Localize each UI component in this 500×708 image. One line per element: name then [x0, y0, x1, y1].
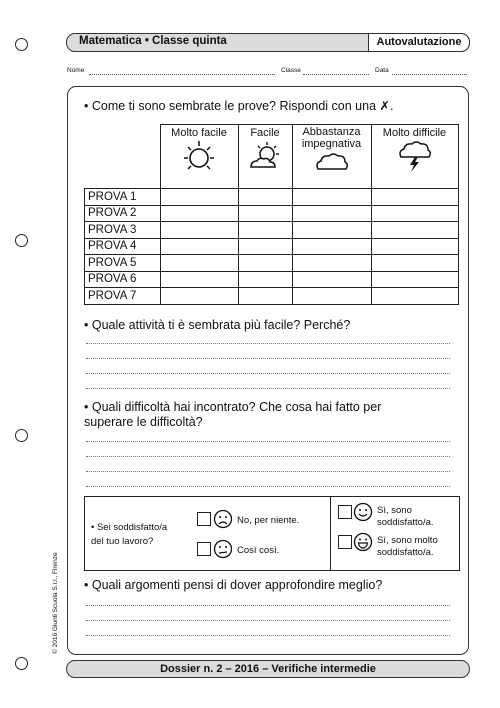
answer-cell[interactable] [292, 238, 371, 255]
answer-cell[interactable] [371, 189, 458, 206]
answer-cell[interactable] [371, 271, 458, 288]
class-field[interactable] [303, 74, 369, 75]
answer-line[interactable] [86, 635, 450, 636]
question-3: • Quali difficoltà hai incontrato? Che cosa hai fatto per [84, 400, 382, 414]
option-label: No, per niente. [237, 515, 300, 526]
sun-cloud-icon [243, 139, 287, 173]
answer-cell[interactable] [160, 271, 238, 288]
neutral-face-icon [213, 539, 233, 559]
answer-line[interactable] [86, 620, 450, 621]
answer-cell[interactable] [160, 288, 238, 305]
answer-cell[interactable] [292, 205, 371, 222]
table-row [85, 189, 459, 206]
class-label: Classe [281, 67, 301, 74]
table-corner [85, 125, 161, 189]
answer-cell[interactable] [371, 222, 458, 239]
cloud-icon [310, 150, 354, 172]
binder-hole [15, 234, 28, 247]
row-label: PROVA 4 [85, 238, 161, 255]
rating-table [84, 124, 459, 305]
date-label: Data [375, 67, 389, 74]
column-header [292, 125, 371, 189]
answer-line[interactable] [86, 471, 450, 472]
sun-icon [177, 139, 221, 173]
column-label: Molto facile [171, 127, 227, 139]
row-label: PROVA 6 [85, 271, 161, 288]
answer-line[interactable] [86, 486, 450, 487]
table-row [85, 271, 459, 288]
answer-line[interactable] [86, 358, 450, 359]
name-label: Nome [67, 67, 85, 74]
column-header [371, 125, 458, 189]
divider [330, 497, 331, 570]
table-row [85, 288, 459, 305]
table-row [85, 255, 459, 272]
column-label: Facile [250, 127, 280, 139]
answer-cell[interactable] [238, 271, 292, 288]
answer-cell[interactable] [160, 238, 238, 255]
footer-bar: Dossier n. 2 – 2016 – Verifiche intermedie [66, 660, 470, 678]
row-label: PROVA 5 [85, 255, 161, 272]
answer-cell[interactable] [160, 205, 238, 222]
option-label-line: soddisfatto/a. [377, 517, 434, 528]
copyright: © 2016 Giunti Scuola S.r.l., Firenze [52, 552, 59, 654]
checkbox-so-so[interactable] [197, 542, 211, 556]
satisfaction-question-line: • Sei soddisfatto/a [91, 522, 168, 533]
answer-cell[interactable] [238, 238, 292, 255]
option-label [377, 535, 438, 559]
answer-line[interactable] [86, 388, 450, 389]
answer-cell[interactable] [292, 271, 371, 288]
answer-cell[interactable] [371, 288, 458, 305]
question-1: • Come ti sono sembrate le prove? Rispondi con una ✗. [84, 99, 394, 113]
answer-line[interactable] [86, 343, 450, 344]
row-label: PROVA 2 [85, 205, 161, 222]
date-field[interactable] [392, 74, 467, 75]
very-happy-face-icon [353, 532, 373, 552]
satisfaction-box [84, 496, 460, 571]
answer-cell[interactable] [292, 288, 371, 305]
option-label: Così così. [237, 545, 280, 556]
header-subject: Matematica • Classe quinta [79, 35, 227, 47]
answer-cell[interactable] [160, 189, 238, 206]
answer-line[interactable] [86, 605, 450, 606]
name-field[interactable] [89, 74, 275, 75]
satisfaction-question [91, 521, 167, 549]
answer-cell[interactable] [238, 189, 292, 206]
answer-cell[interactable] [238, 205, 292, 222]
answer-cell[interactable] [292, 255, 371, 272]
answer-line[interactable] [86, 373, 450, 374]
storm-icon [393, 139, 437, 173]
column-label: Molto difficile [382, 127, 447, 139]
answer-line[interactable] [86, 441, 450, 442]
row-label: PROVA 3 [85, 222, 161, 239]
answer-cell[interactable] [292, 189, 371, 206]
table-row [85, 222, 459, 239]
answer-cell[interactable] [371, 238, 458, 255]
row-label: PROVA 7 [85, 288, 161, 305]
column-label: Abbastanza impegnativa [301, 126, 362, 150]
answer-cell[interactable] [371, 205, 458, 222]
table-row [85, 205, 459, 222]
question-3-continued: superare le difficoltà? [84, 415, 203, 429]
answer-cell[interactable] [238, 288, 292, 305]
column-header [160, 125, 238, 189]
answer-cell[interactable] [238, 255, 292, 272]
sad-face-icon [213, 509, 233, 529]
header-bar [66, 33, 470, 52]
binder-hole [15, 38, 28, 51]
column-header [238, 125, 292, 189]
checkbox-not-satisfied[interactable] [197, 512, 211, 526]
binder-hole [15, 429, 28, 442]
answer-cell[interactable] [371, 255, 458, 272]
binder-hole [15, 657, 28, 670]
happy-face-icon [353, 502, 373, 522]
checkbox-satisfied[interactable] [338, 505, 352, 519]
answer-line[interactable] [86, 456, 450, 457]
question-2: • Quale attività ti è sembrata più facile? Perché? [84, 318, 351, 332]
option-label-line: Sì, sono [377, 505, 412, 516]
option-label [377, 505, 434, 529]
header-section: Autovalutazione [368, 33, 470, 52]
answer-cell[interactable] [292, 222, 371, 239]
satisfaction-question-line: del tuo lavoro? [91, 536, 154, 547]
checkbox-very-satisfied[interactable] [338, 535, 352, 549]
row-label: PROVA 1 [85, 189, 161, 206]
table-row [85, 238, 459, 255]
option-label-line: Sì, sono molto [377, 535, 438, 546]
answer-cell[interactable] [160, 255, 238, 272]
answer-cell[interactable] [160, 222, 238, 239]
answer-cell[interactable] [238, 222, 292, 239]
question-4: • Quali argomenti pensi di dover approfondire meglio? [84, 578, 383, 592]
option-label-line: soddisfatto/a. [377, 547, 434, 558]
